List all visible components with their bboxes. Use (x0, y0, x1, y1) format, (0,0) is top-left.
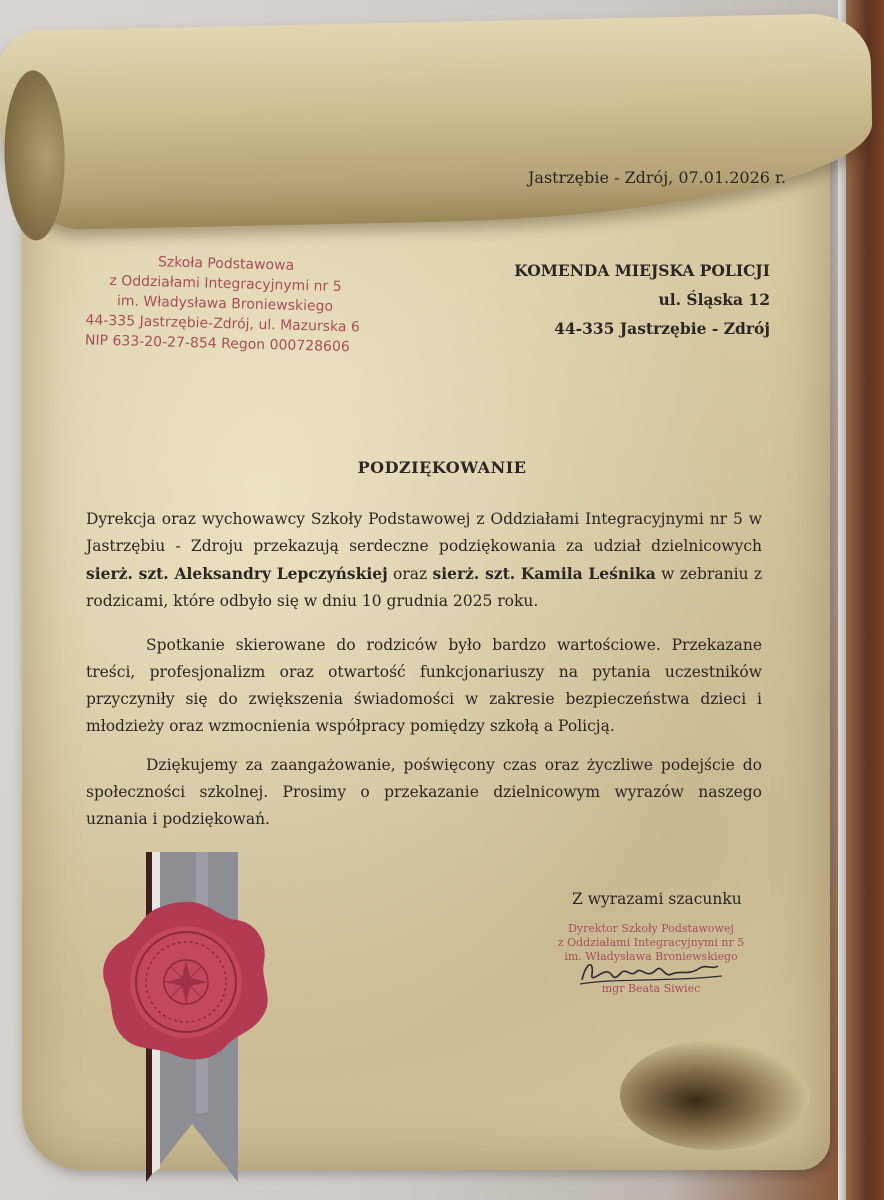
paragraph-1-text-a: Dyrekcja oraz wychowawcy Szkoły Podstawowej z Oddziałami Integracyjnymi nr 5 w Jastrzębiu - Zdroju przekazują serdeczne podziękowania za udział dzielnicowych (86, 510, 762, 555)
recipient-address (470, 256, 770, 343)
wooden-frame-edge (844, 0, 884, 1200)
paragraph-1-text-c: w zebraniu z rodzicami, które odbyło się w dniu 10 grudnia 2025 roku. (86, 565, 762, 610)
school-stamp (79, 250, 372, 358)
school-stamp-line: 44-335 Jastrzębie-Zdrój, ul. Mazurska 6 (85, 312, 361, 336)
paragraph-1 (86, 506, 762, 615)
wax-seal-icon (96, 896, 276, 1066)
paragraph-3: Dziękujemy za zaangażowanie, poświęcony czas oraz życzliwe podejście do społeczności szkolnej. Prosimy o przekazanie dzielnicowym wyrazów naszego uznania i podziękowań. (86, 756, 762, 828)
recipient-city: 44-335 Jastrzębie - Zdrój (554, 319, 770, 338)
officer-name-2: sierż. szt. Kamila Leśnika (432, 564, 656, 583)
director-stamp-line: Dyrektor Szkoły Podstawowej (568, 922, 734, 935)
recipient-street: ul. Śląska 12 (658, 290, 770, 309)
document-title: PODZIĘKOWANIE (357, 458, 527, 477)
closing-phrase: Z wyrazami szacunku (572, 890, 742, 908)
director-stamp-line: z Oddziałami Integracyjnymi nr 5 (557, 936, 745, 949)
paragraph-1-text-b: oraz (393, 565, 428, 583)
director-stamp-line: mgr Beata Siwiec (601, 982, 701, 995)
scroll-bottom-roll (620, 1040, 810, 1150)
date-line: Jastrzębie - Zdrój, 07.01.2026 r. (528, 168, 786, 187)
officer-name-1: sierż. szt. Aleksandry Lepczyńskiej (86, 564, 388, 583)
director-stamp-line: im. Władysława Broniewskiego (564, 950, 738, 963)
handwritten-signature (576, 956, 726, 990)
school-stamp-line: z Oddziałami Integracyjnymi nr 5 (109, 272, 342, 296)
recipient-name: KOMENDA MIEJSKA POLICJI (514, 261, 770, 280)
school-stamp-line: Szkoła Podstawowa (157, 254, 295, 274)
paragraph-2: Spotkanie skierowane do rodziców było bardzo wartościowe. Przekazane treści, profesjonalizm oraz otwartość funkcjonariuszy na pytania uczestników przyczyniły się do zwiększenia świadomości w zakresie bezpieczeństwa dzieci i młodzieży oraz wzmocnienia współpracy pomiędzy szkołą a Policją. (86, 636, 762, 735)
school-stamp-line: NIP 633-20-27-854 Regon 000728606 (84, 332, 350, 356)
picture-frame-border (838, 0, 846, 1200)
school-stamp-line: im. Władysława Broniewskiego (116, 293, 334, 315)
